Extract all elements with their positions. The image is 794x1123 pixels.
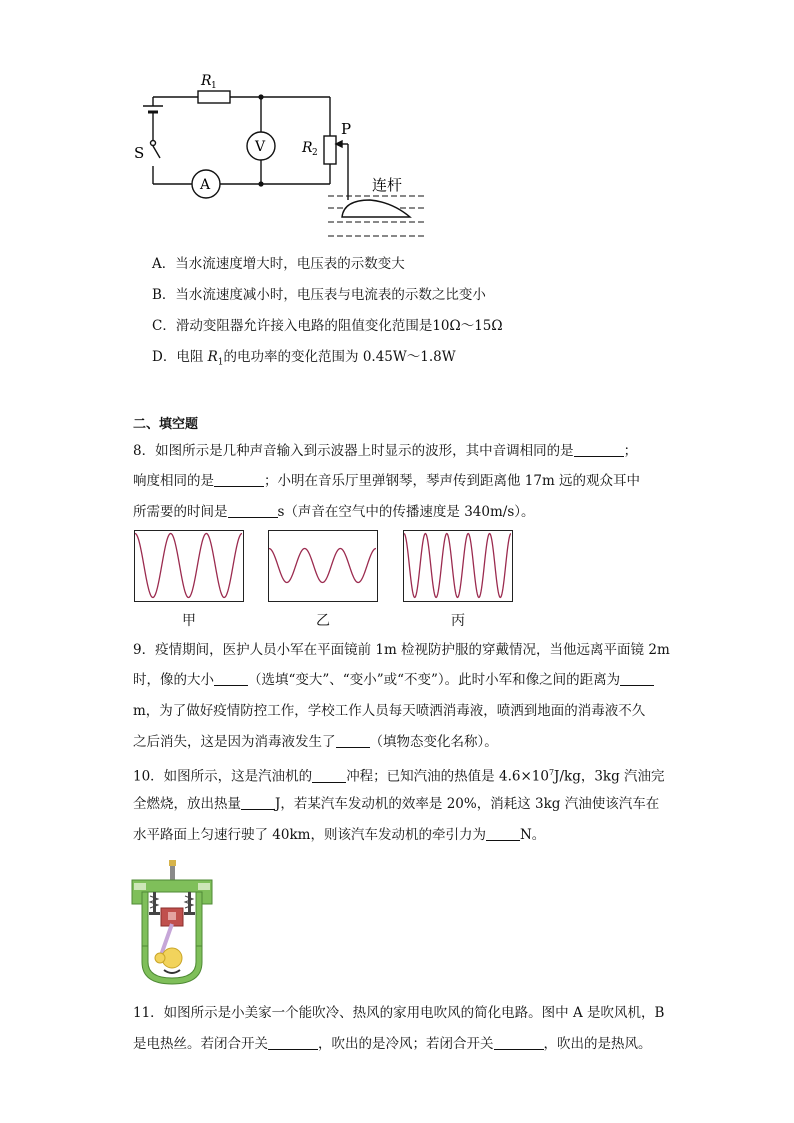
q8-blank-1[interactable] — [574, 442, 624, 457]
q11-line-2 — [133, 1034, 652, 1054]
q11-text-2b: ，吹出的是冷风；若闭合开关 — [318, 1036, 494, 1052]
s-label: S — [134, 144, 145, 162]
q11-blank-1[interactable] — [268, 1035, 318, 1050]
q10-text-1a: 10．如图所示，这是汽油机的 — [133, 768, 313, 785]
q8-line-2 — [133, 471, 640, 491]
resistor-r1 — [198, 91, 230, 103]
q9-line-4 — [133, 732, 498, 752]
engine-diagram — [130, 858, 214, 986]
rod-label: 连杆 — [372, 176, 403, 194]
wave-label-yi: 乙 — [316, 613, 330, 629]
q8-blank-3[interactable] — [228, 503, 278, 518]
q8-text-3b: s（声音在空气中的传播速度是 340m/s）。 — [277, 504, 535, 520]
q10-blank-1[interactable] — [312, 768, 346, 783]
q10-text-2a: 全燃烧，放出热量 — [133, 796, 241, 812]
q10-blank-2[interactable] — [241, 795, 275, 810]
q9-text-4a: 之后消失，这是因为消毒液发生了 — [133, 734, 336, 750]
r2-label: R — [302, 140, 313, 156]
q10-blank-3[interactable] — [486, 826, 520, 841]
q7-d-suffix: 的电功率的变化范围为 0.45W～1.8W — [223, 349, 456, 365]
circuit-diagram — [130, 60, 440, 240]
r1-label: R — [201, 73, 212, 89]
q10-line-3 — [133, 825, 545, 845]
q7-d-r: R — [207, 349, 218, 365]
q10-line-1 — [133, 763, 665, 787]
q9-line-3: m，为了做好疫情防控工作，学校工作人员每天喷洒消毒液，喷洒到地面的消毒液不久 — [133, 703, 646, 719]
q8-text-3a: 所需要的时间是 — [133, 504, 228, 520]
q10-text-1c: J/kg，3kg 汽油完 — [554, 768, 665, 785]
r2-subscript: 2 — [312, 148, 318, 158]
q7-option-a: A．当水流速度增大时，电压表的示数变大 — [152, 256, 405, 272]
q7-option-d — [152, 347, 456, 373]
q11-text-2a: 是电热丝。若闭合开关 — [133, 1036, 268, 1052]
q10-text-2b: J，若某汽车发动机的效率是 20%，消耗这 3kg 汽油使该汽车在 — [275, 796, 660, 812]
ammeter-label: A — [200, 177, 211, 193]
q10-text-3a: 水平路面上匀速行驶了 40km，则该汽车发动机的牵引力为 — [133, 827, 486, 843]
q8-line-1 — [133, 441, 637, 461]
rheostat-r2 — [324, 136, 336, 164]
q11-text-2c: ，吹出的是热风。 — [543, 1036, 652, 1052]
q8-text-1b: ； — [623, 443, 638, 459]
q9-line-1: 9．疫情期间，医护人员小军在平面镜前 1m 检视防护服的穿戴情况，当他远离平面镜 2m — [133, 642, 670, 658]
q8-text-2b: ；小明在音乐厅里弹钢琴，琴声传到距离他 17m 远的观众耳中 — [264, 473, 641, 489]
waveform-jia — [134, 530, 244, 602]
q9-text-2b: （选填“变大”、“变小”或“不变”）。此时小军和像之间的距离为 — [248, 672, 621, 688]
q9-text-4b: （填物态变化名称）。 — [369, 734, 498, 750]
q7-d-sub: 1 — [217, 357, 224, 368]
q8-line-3 — [133, 502, 535, 522]
q10-text-1b: 冲程；已知汽油的热值是 4.6×10 — [346, 768, 549, 785]
wave-label-jia: 甲 — [182, 613, 196, 629]
q9-line-2 — [133, 670, 654, 690]
q11-blank-2[interactable] — [494, 1035, 544, 1050]
q7-option-c: C．滑动变阻器允许接入电路的阻值变化范围是10Ω～15Ω — [152, 318, 503, 334]
q7-d-prefix: D．电阻 — [152, 349, 208, 365]
q9-blank-2[interactable] — [620, 671, 654, 686]
q9-blank-1[interactable] — [214, 671, 248, 686]
q9-blank-3[interactable] — [336, 733, 370, 748]
q8-text-1a: 8．如图所示是几种声音输入到示波器上时显示的波形，其中音调相同的是 — [133, 443, 574, 459]
wave-label-bing: 丙 — [451, 613, 465, 629]
q11-line-1: 11．如图所示是小美家一个能吹冷、热风的家用电吹风的简化电路。图中 A 是吹风机，B — [133, 1005, 665, 1021]
q10-line-2 — [133, 794, 659, 814]
q9-text-2a: 时，像的大小 — [133, 672, 214, 688]
voltmeter-label: V — [255, 139, 266, 155]
q10-sup: 7 — [548, 768, 555, 777]
section-title: 二、填空题 — [133, 417, 199, 432]
q7-option-b: B．当水流速度减小时，电压表与电流表的示数之比变小 — [152, 287, 486, 303]
waveform-bing — [403, 530, 513, 602]
p-label: P — [341, 120, 352, 138]
q8-blank-2[interactable] — [214, 472, 264, 487]
q8-text-2a: 响度相同的是 — [133, 473, 214, 489]
r1-subscript: 1 — [211, 81, 217, 91]
waveform-yi — [268, 530, 378, 602]
q10-text-3b: N。 — [519, 827, 546, 843]
